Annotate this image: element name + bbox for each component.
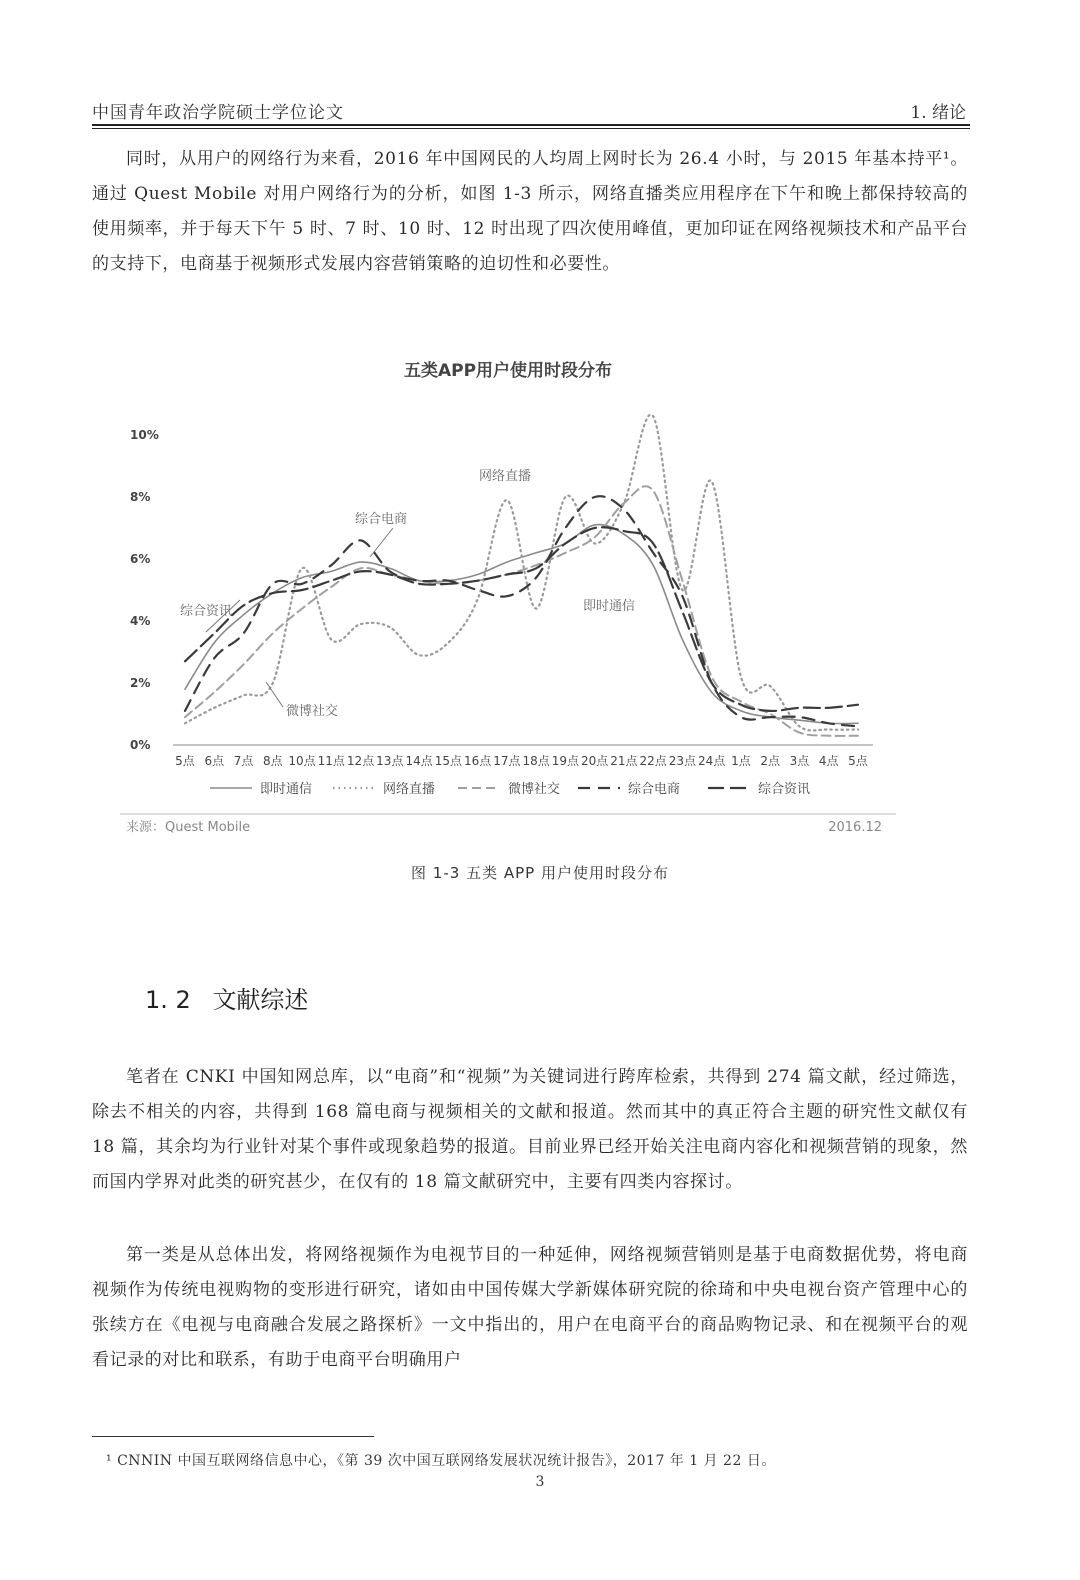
x-tick-label: 7点 [233,754,254,768]
series-line-2 [185,486,858,736]
x-tick-label: 15点 [434,754,462,768]
annotation-zonghe-dianshang: 综合电商 [355,512,408,527]
x-tick-label: 17点 [493,754,521,768]
figure-caption: 图 1-3 五类 APP 用户使用时段分布 [411,864,669,882]
x-tick-label: 24点 [698,754,726,768]
series-line-3 [185,496,858,726]
paragraph-user-behavior: 同时，从用户的网络行为来看，2016 年中国网民的人均周上网时长为 26.4 小时，与 2015 年基本持平¹。通过 Quest Mobile 对用户网络行为的分析，如图 1-3 所示，网络直播类应用程序在下午和晚上都保持较高的使用频率，并于每天下午 5 时、7 时、10 时、12 时出现了四次使用峰值，更加印证在网络视频技术和产品平台的支持下，电商基于视频形式发展内容营销策略的迫切性和必要性。 [92,149,968,274]
chart-source: 来源：Quest Mobile [126,820,251,835]
annotation-jishi-tongxin: 即时通信 [583,599,636,614]
legend-label-0: 即时通信 [260,782,313,797]
x-tick-label: 19点 [551,754,580,768]
x-tick-label: 4点 [818,754,839,768]
running-header [92,96,970,126]
x-tick-label: 22点 [639,754,667,768]
annotation-leader-weibo [266,682,283,707]
y-tick-label: 0% [130,738,151,752]
x-tick-label: 10点 [288,754,316,768]
chart-legend [210,781,810,797]
x-tick-label: 8点 [262,754,283,768]
x-tick-label: 1点 [731,754,751,768]
legend-label-4: 综合资讯 [758,782,811,797]
x-tick-label: 2点 [760,754,781,768]
x-tick-label: 6点 [204,754,225,768]
legend-label-1: 网络直播 [383,782,436,797]
legend-label-3: 综合电商 [628,782,681,797]
header-rule-thin [92,128,970,129]
paragraph-first-category: 第一类是从总体出发，将网络视频作为电视节目的一种延伸，网络视频营销则是基于电商数据优势，将电商视频作为传统电视购物的变形进行研究，诸如由中国传媒大学新媒体研究院的徐琦和中央电视台资产管理中心的张续方在《电视与电商融合发展之路探析》一文中指出的，用户在电商平台的商品购物记录、和在视频平台的观看记录的对比和联系，有助于电商平台明确用户 [92,1245,968,1370]
x-tick-label: 18点 [522,754,550,768]
legend-label-2: 微博社交 [508,782,561,797]
x-tick-label: 13点 [376,754,404,768]
x-tick-label: 11点 [317,754,345,768]
x-tick-label: 16点 [463,754,492,768]
paragraph-literature-search: 笔者在 CNKI 中国知网总库，以“电商”和“视频”为关键词进行跨库检索，共得到 274 篇文献，经过筛选，除去不相关的内容，共得到 168 篇电商与视频相关的文献和报道。然而其中的真正符合主题的研究性文献仅有 18 篇，其余均为行业针对某个事件或现象趋势的报道。目前业界已经开始关注电商内容化和视频营销的现象，然而国内学界对此类的研究甚少，在仅有的 18 篇文献研究中，主要有四类内容探讨。 [92,1067,968,1192]
x-tick-label: 3点 [789,754,810,768]
footnote-rule [92,1436,374,1437]
y-tick-label: 2% [130,676,151,690]
annotation-zonghe-zixun: 综合资讯 [180,604,233,619]
x-tick-label: 14点 [405,754,433,768]
y-tick-label: 6% [130,552,151,566]
usage-time-chart [118,352,898,842]
chart-date: 2016.12 [828,820,882,835]
header-thesis-title: 中国青年政治学院硕士学位论文 [92,103,344,123]
x-tick-label: 23点 [668,754,697,768]
page-number: 3 [535,1474,545,1490]
section-title: 文献综述 [212,986,309,1014]
chart-title: 五类APP用户使用时段分布 [403,361,613,381]
y-tick-label: 8% [130,490,151,504]
header-chapter: 1. 绪论 [910,103,966,123]
annotation-weibo-shejiao: 微博社交 [286,704,339,719]
x-tick-label: 5点 [848,754,868,768]
x-tick-label: 5点 [175,754,195,768]
chart-svg [118,352,898,842]
x-tick-label: 21点 [610,754,638,768]
annotation-leader-dianshang [370,528,393,557]
header-rule [92,124,970,126]
x-tick-label: 12点 [346,754,375,768]
footnote: ¹ CNNIN 中国互联网络信息中心，《第 39 次中国互联网络发展状况统计报告》，2017 年 1 月 22 日。 [106,1453,776,1469]
x-tick-label: 20点 [581,754,609,768]
section-number: 1. 2 [145,986,191,1014]
y-tick-label: 10% [130,428,159,442]
annotation-wangluo-zhibo: 网络直播 [479,469,532,484]
section-heading [145,980,308,1015]
y-tick-label: 4% [130,614,151,628]
